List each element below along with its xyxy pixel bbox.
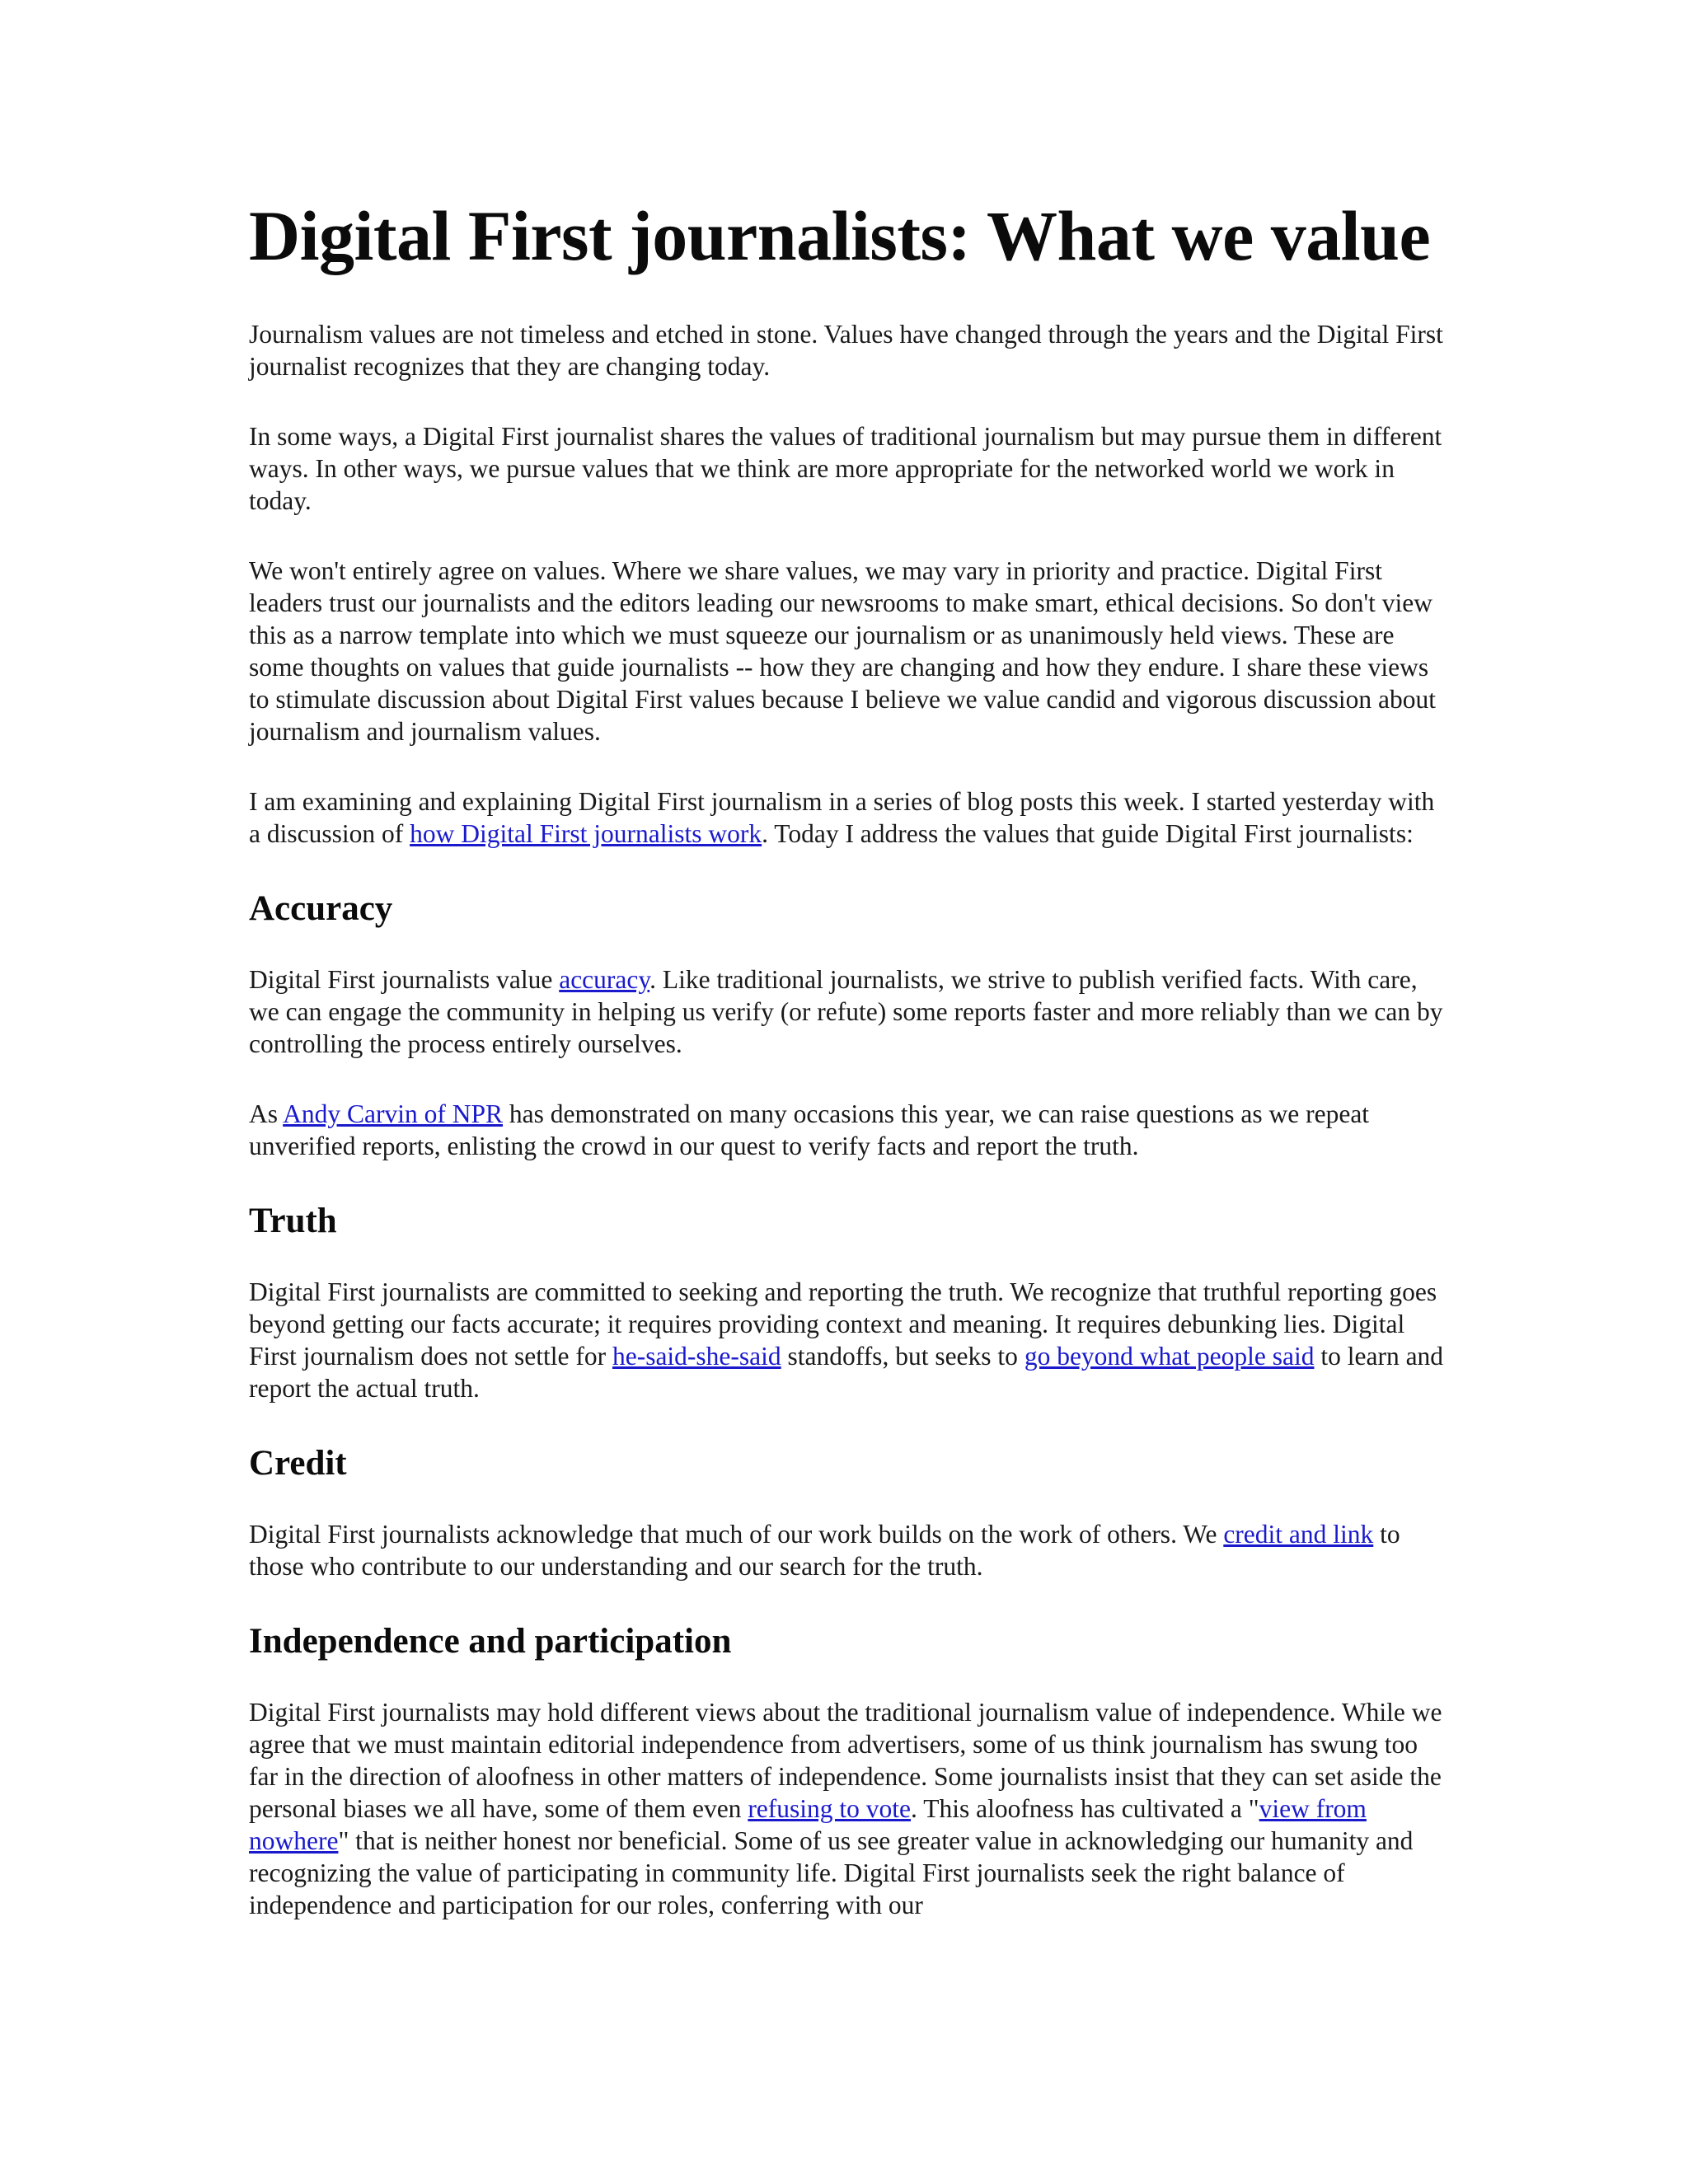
page-title: Digital First journalists: What we value xyxy=(249,196,1431,275)
link-how-digital-first-journalists-work[interactable]: how Digital First journalists work xyxy=(410,819,762,848)
credit-paragraph-1 xyxy=(249,1518,1452,1582)
independence-p1-text-after: " that is neither honest nor beneficial. Some of us see greater value in acknowledging our humanity and recognizing the value of participating in community life. Digital First journalists seek the right balance of independence and participation for our roles, conferring with our xyxy=(249,1826,1414,1919)
intro-p4-text-after: . Today I address the values that guide Digital First journalists: xyxy=(762,819,1414,848)
independence-p1-text-before: Digital First journalists may hold different views about the traditional journalism value of independence. While we agree that we must maintain editorial independence from advertisers, some of us think journalism has swung too far in the direction of aloofness in other matters of independence. Some journalists insist that they can set aside the personal biases we all have, some of them even xyxy=(249,1698,1442,1823)
independence-paragraph-1 xyxy=(249,1696,1452,1921)
link-accuracy[interactable]: accuracy xyxy=(559,965,650,994)
link-andy-carvin-of-npr[interactable]: Andy Carvin of NPR xyxy=(283,1099,504,1128)
link-credit-and-link[interactable]: credit and link xyxy=(1223,1520,1374,1549)
accuracy-p2-text-after: has demonstrated on many occasions this year, we can raise questions as we repeat unverified reports, enlisting the crowd in our quest to verify facts and report the truth. xyxy=(249,1099,1370,1160)
intro-p4-text-before: I am examining and explaining Digital First journalism in a series of blog posts this week. I started yesterday with a discussion of xyxy=(249,787,1435,848)
truth-p1-text-before: Digital First journalists are committed to seeking and reporting the truth. We recognize that truthful reporting goes beyond getting our facts accurate; it requires providing context and meaning. It requires debunking lies. Digital First journalism does not settle for xyxy=(249,1277,1437,1371)
section-heading-accuracy: Accuracy xyxy=(249,889,393,928)
section-heading-truth: Truth xyxy=(249,1202,337,1240)
intro-paragraph-4 xyxy=(249,785,1452,850)
link-he-said-she-said[interactable]: he-said-she-said xyxy=(612,1342,781,1371)
link-refusing-to-vote[interactable]: refusing to vote xyxy=(748,1794,912,1823)
intro-paragraph-1: Journalism values are not timeless and etched in stone. Values have changed through the years and the Digital First journalist recognizes that they are changing today. xyxy=(249,320,1443,381)
section-heading-credit: Credit xyxy=(249,1444,347,1483)
truth-p1-text-after: to learn and report the actual truth. xyxy=(249,1342,1444,1403)
intro-paragraph-3: We won't entirely agree on values. Where we share values, we may vary in priority and practice. Digital First leaders trust our journalists and the editors leading our newsrooms to make smart, ethical decisions. So don't view this as a narrow template into which we must squeeze our journalism or as unanimously held views. These are some thoughts on values that guide journalists -- how they are changing and how they endure. I share these views to stimulate discussion about Digital First values because I believe we value candid and vigorous discussion about journalism and journalism values. xyxy=(249,556,1436,746)
intro-paragraph-2: In some ways, a Digital First journalist shares the values of traditional journalism but may pursue them in different ways. In other ways, we pursue values that we think are more appropriate for the networked world we work in today. xyxy=(249,422,1442,515)
accuracy-paragraph-2 xyxy=(249,1098,1452,1162)
accuracy-p1-text-after: . Like traditional journalists, we strive to publish verified facts. With care, we can engage the community in helping us verify (or refute) some reports faster and more reliably than we can by controlling the process entirely ourselves. xyxy=(249,965,1443,1058)
accuracy-p1-text-before: Digital First journalists value xyxy=(249,965,560,994)
independence-p1-text-middle: . This aloofness has cultivated a " xyxy=(911,1794,1259,1823)
link-go-beyond-what-people-said[interactable]: go beyond what people said xyxy=(1024,1342,1315,1371)
truth-paragraph-1 xyxy=(249,1276,1452,1404)
section-heading-independence: Independence and participation xyxy=(249,1622,732,1661)
credit-p1-text-after: to those who contribute to our understanding and our search for the truth. xyxy=(249,1520,1400,1581)
article xyxy=(249,196,1452,1959)
truth-p1-text-middle: standoffs, but seeks to xyxy=(781,1342,1025,1371)
accuracy-paragraph-1 xyxy=(249,963,1452,1060)
accuracy-p2-text-before: As xyxy=(249,1099,284,1128)
credit-p1-text-before: Digital First journalists acknowledge that much of our work builds on the work of others. We xyxy=(249,1520,1224,1549)
link-view-from-nowhere[interactable]: view from nowhere xyxy=(249,1794,1367,1855)
